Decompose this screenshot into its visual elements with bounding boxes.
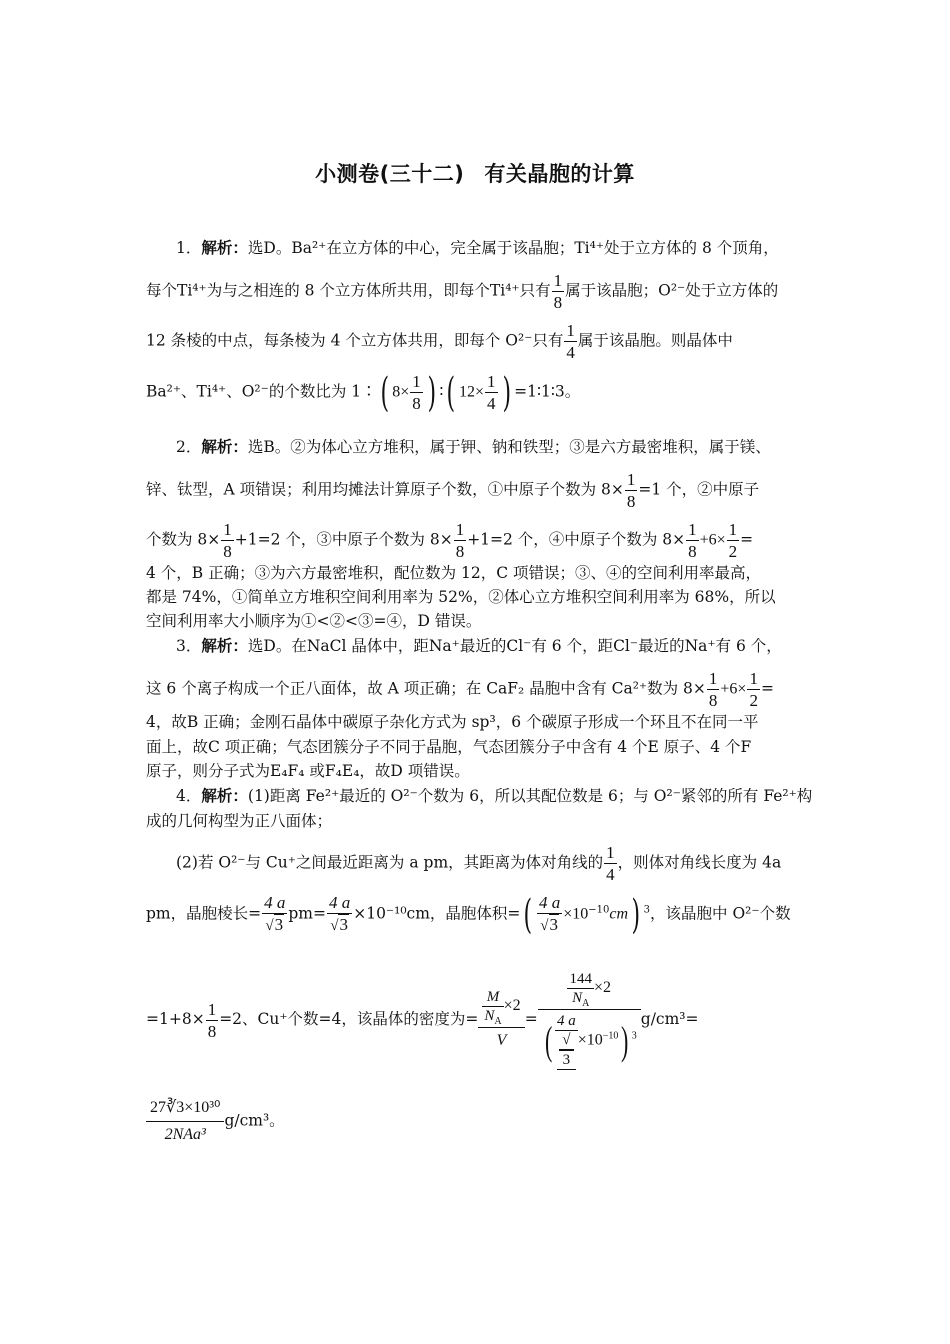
q3-line-4: 面上，故C 项正确；气态团簇分子不同于晶胞，气态团簇分子中含有 4 个E 原子、4 个F bbox=[146, 738, 752, 756]
q2-line-2: 锌、钛型，A 项错误；利用均摊法计算原子个数，①中原子个数为 8× $\frac{1}{8}$ =1 个，②中原子 bbox=[146, 470, 760, 511]
q1-line-1: 1．解析：选D。Ba²⁺在立方体的中心，完全属于该晶胞；Ti⁴⁺处于立方体的 8 个顶角， bbox=[176, 238, 779, 257]
page-title bbox=[0, 158, 950, 188]
q3-line-1: 3．解析：选D。在NaCl 晶体中，距Na⁺最近的Cl⁻有 6 个，距Cl⁻最近的Na⁺有 6 个， bbox=[176, 636, 782, 655]
density-fraction-1: $\frac{M}{N_A}$ ×2 V bbox=[478, 986, 524, 1054]
q4-line-3: (2)若 O²⁻与 Cu⁺之间最近距离为 a pm，其距离为体对角线的 $\frac{1}{4}$ ，则体对角线长度为 4a bbox=[176, 843, 782, 884]
density-fraction-2: $\frac{144}{N_A}$ ×2 ( 4 a √ 3 $\times 10^{-10}$) $^3$ bbox=[538, 968, 641, 1072]
title-sub: 有关晶胞的计算 bbox=[484, 162, 635, 186]
q2-line-6: 空间利用率大小顺序为①<②<③=④，D 错误。 bbox=[146, 612, 482, 630]
q1-line-3: 12 条棱的中点，每条棱为 4 个立方体共用，即每个 O²⁻只有 $\frac{1}{4}$ 属于该晶胞。则晶体中 bbox=[146, 321, 733, 362]
title-main: 小测卷(三十二) bbox=[315, 162, 465, 186]
q1-line-4: Ba²⁺、Ti⁴⁺、O²⁻的个数比为 1∶( 8× $\frac{1}{8}$ ) ∶( 12× $\frac{1}{4}$ ) =1∶1∶3。 bbox=[146, 369, 581, 416]
q2-line-4: 4 个，B 正确；③为六方最密堆积，配位数为 12，C 项错误；③、④的空间利用率最高， bbox=[146, 564, 762, 582]
q4-line-4: pm，晶胞棱长= $\frac{4 a}{√3}$ pm= $\frac{4 a}{√3}$ ×10⁻¹⁰cm，晶胞体积=( $\frac{4 a}{√3}$ $\times 10^{-10}cm$) $^3$，该晶胞中 O²⁻个数 bbox=[146, 891, 791, 938]
q2-line-5: 都是 74%，①简单立方堆积空间利用率为 52%，②体心立方堆积空间利用率为 68%，所以 bbox=[146, 588, 776, 606]
fraction-1-4: $\frac{1}{4}$ bbox=[566, 321, 575, 362]
q4-line-6: 27∛3×10³⁰ 2NAa³ g/cm³。 bbox=[146, 1095, 810, 1145]
density-final: 27∛3×10³⁰ 2NAa³ bbox=[146, 1095, 224, 1148]
q4-line-2: 成的几何构型为正八面体； bbox=[146, 812, 333, 830]
q2-line-1: 2．解析：选B。②为体心立方堆积，属于钾、钠和铁型；③是六方最密堆积，属于镁、 bbox=[176, 437, 771, 456]
fraction-1-8: $\frac{1}{8}$ bbox=[553, 271, 563, 312]
q3-line-2: 这 6 个离子构成一个正八面体，故 A 项正确；在 CaF₂ 晶胞中含有 Ca²⁺数为 8× $\frac{1}{8}$ +6× $\frac{1}{2}$ = bbox=[146, 669, 774, 710]
q3-line-3: 4，故B 正确；金刚石晶体中碳原子杂化方式为 sp³，6 个碳原子形成一个环且不在同一平 bbox=[146, 713, 759, 731]
q1-line-2: 每个Ti⁴⁺为与之相连的 8 个立方体所共用，即每个Ti⁴⁺只有 $\frac{1}{8}$ 属于该晶胞；O²⁻处于立方体的 bbox=[146, 271, 779, 312]
q4-line-5: =1+8× $\frac{1}{8}$ =2、Cu⁺个数=4，该晶体的密度为= $\frac{M}{N_A}$ ×2 V = $\frac{144}{N_A}$ ×2 ( 4 a √ 3 $\times 10^{-10}$) $^3$ g/cm³= bbox=[146, 968, 810, 1068]
q2-line-3: 个数为 8× $\frac{1}{8}$ +1=2 个，③中原子个数为 8× $\frac{1}{8}$ +1=2 个，④中原子个数为 8× $\frac{1}{8}$ +6× $\frac{1}{2}$ = bbox=[146, 520, 754, 561]
q4-line-1: 4．解析：(1)距离 Fe²⁺最近的 O²⁻个数为 6，所以其配位数是 6；与 O²⁻紧邻的所有 Fe²⁺构 bbox=[176, 786, 813, 805]
q3-line-5: 原子，则分子式为E₄F₄ 或F₄E₄，故D 项错误。 bbox=[146, 762, 470, 780]
